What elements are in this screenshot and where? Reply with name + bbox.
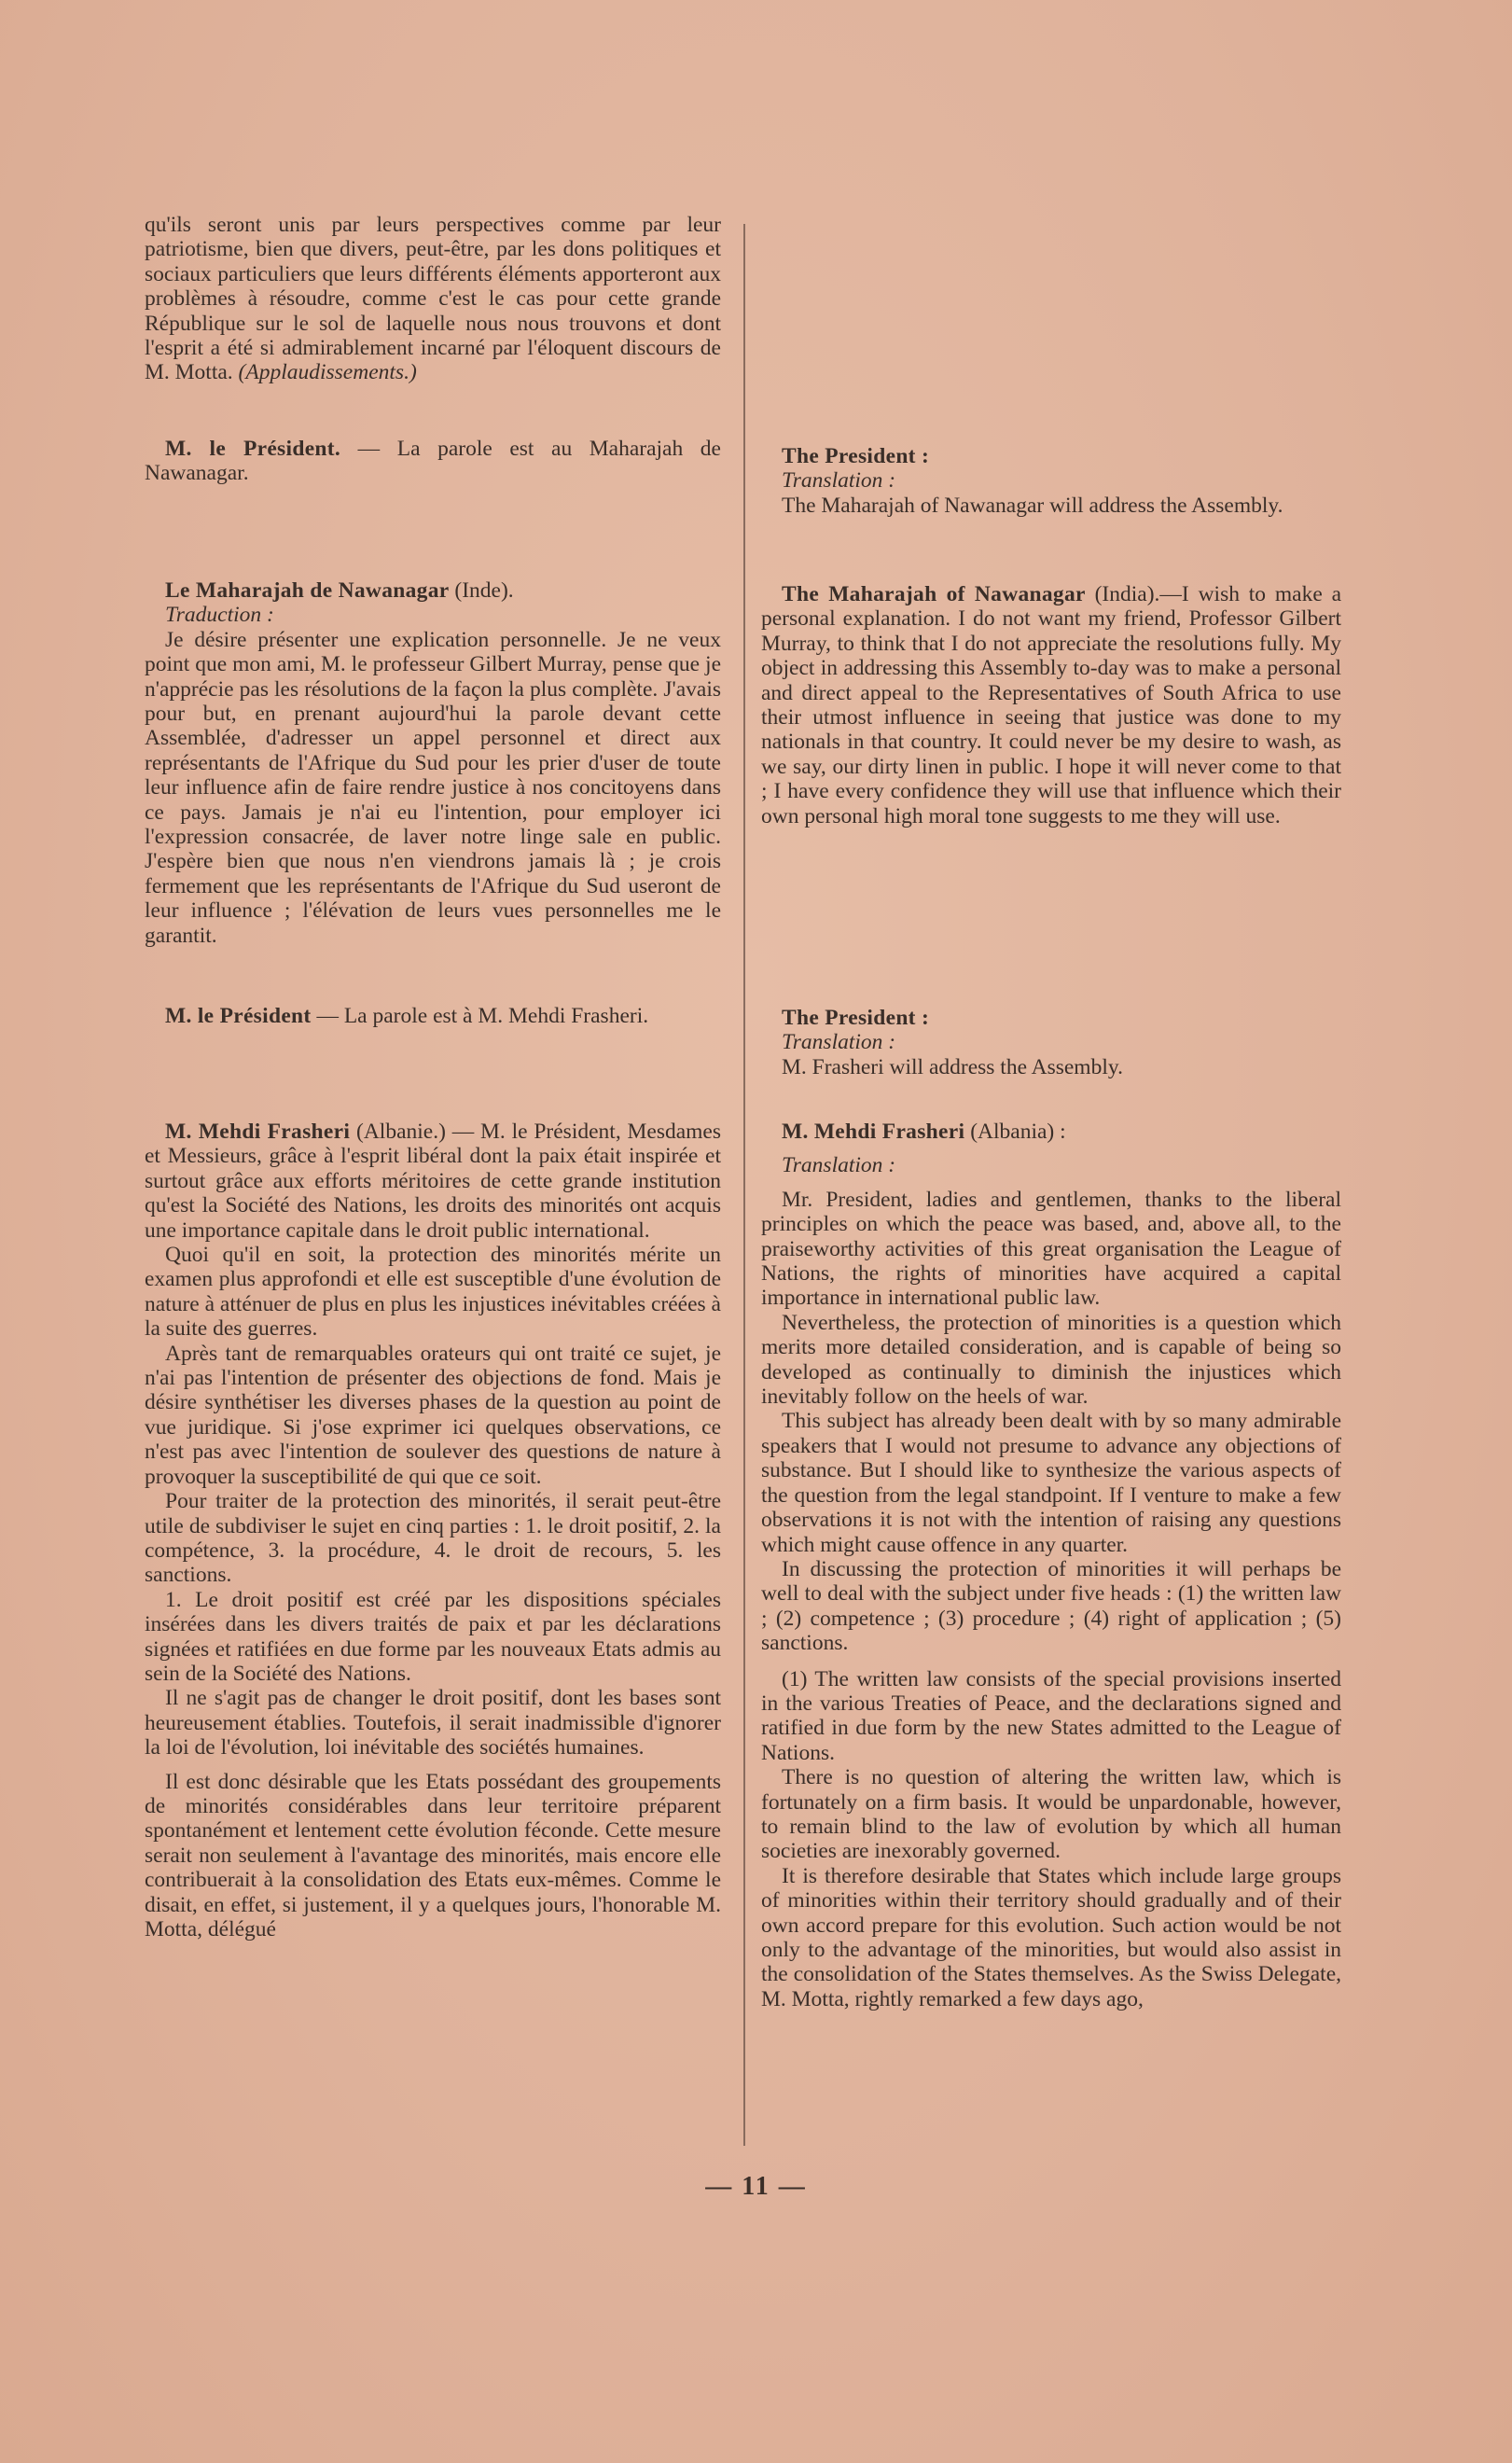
page-number: — 11 — (705, 2172, 807, 2201)
paragraph: Mr. President, ladies and gentlemen, thanks to the liberal principles on which the peace was based, and, above all, to the praiseworthy activities of this great organisation the League of Nations, the rights of minorities have acquired a capital importance in international public law. (761, 1187, 1341, 1311)
frasheri-speech-en (761, 1120, 1341, 2011)
speaker-name: The President : (782, 1006, 930, 1030)
speaker-name: M. Mehdi Frasheri (782, 1120, 965, 1144)
speech-text: (India).—I wish to make a personal explanation. I do not want my friend, Professor Gilbert Murray, to think that I do not appreciate the resolutions fully. My object in addressing this Assembly to-day was to make a personal and direct appeal to the Representatives of South Africa to use their utmost influence in seeing that justice was done to my nationals in that country. It could never be my desire to wash, as we say, our dirty linen in public. I hope it will never come to that ; I have every confidence they will use that influence which their own personal high moral tone suggests to me they will use. (761, 582, 1342, 828)
column-divider (743, 224, 745, 2146)
president-speech-1-en (761, 444, 1341, 518)
speech-text: The Maharajah of Nawanagar will address the Assembly. (782, 493, 1283, 518)
paragraph: Il est donc désirable que les Etats possédant des groupements de minorités considérables dans leur territoire préparent spontanément et lentement cette évolution féconde. Cette mesure serait non seulement à l'avantage des minorités, mais encore elle contribuerait à la consolidation des Etats eux-mêmes. Comme le disait, en effet, si justement, il y a quelques jours, l'honorable M. Motta, délégué (145, 1769, 721, 1941)
paragraph: This subject has already been dealt with by so many admirable speakers that I would not presume to advance any objections of substance. But I should like to synthesize the various aspects of the question from the legal standpoint. If I venture to make a few observations it is not with the intention of raising any questions which might cause offence in any quarter. (761, 1409, 1341, 1557)
speaker-name: M. le Président. (165, 437, 341, 461)
president-speech-2-fr (145, 1004, 721, 1028)
speaker-country: (Albania) : (970, 1120, 1066, 1144)
translation-label: Translation : (782, 1153, 896, 1178)
speaker-name: The Maharajah of Nawanagar (782, 582, 1086, 606)
translation-label: Translation : (782, 468, 896, 494)
traduction-label: Traduction : (165, 603, 274, 628)
speech-text: M. Frasheri will address the Assembly. (782, 1054, 1123, 1079)
translation-label: Translation : (782, 1030, 896, 1055)
paragraph: Quoi qu'il en soit, la protection des minorités mérite un examen plus approfondi et elle est susceptible d'une évolution de nature à atténuer de plus en plus les injustices inévitables créées à la suite des guerres. (145, 1243, 721, 1342)
speaker-name: M. Mehdi Frasheri (165, 1120, 351, 1144)
paragraph: In discussing the protection of minorities it will perhaps be well to deal with the subject under five heads : (1) the written law ; (2) competence ; (3) procedure ; (4) right of application ; (5) sanctions. (761, 1556, 1341, 1656)
intro-paragraph (145, 213, 721, 385)
president-speech-2-en (761, 1006, 1341, 1079)
paragraph: 1. Le droit positif est créé par les dispositions spéciales insérées dans les divers traités de paix et par les déclarations signées et ratifiées en due forme par les nouveaux Etats admis au sein de la Société des Nations. (145, 1587, 721, 1686)
paragraph: Nevertheless, the protection of minorities is a question which merits more detailed consideration, and is capable of being so developed as continually to diminish the injustices which inevitably follow on the heels of war. (761, 1310, 1341, 1410)
speaker-name: The President : (782, 444, 930, 468)
president-speech-1-fr (145, 437, 721, 486)
speaker-country: (Inde). (454, 578, 514, 603)
maharajah-speech-en (761, 582, 1341, 828)
speaker-name: M. le Président (165, 1004, 312, 1028)
paragraph: Il ne s'agit pas de changer le droit positif, dont les bases sont heureusement établies. Toutefois, il serait inadmissible d'ignorer la loi de l'évolution, loi inévitable des sociétés humaines. (145, 1686, 721, 1760)
paragraph: Pour traiter de la protection des minorités, il serait peut-être utile de subdiviser le sujet en cinq parties : 1. le droit positif, 2. la compétence, 3. la procédure, 4. le droit de recours, 5. les sanctions. (145, 1489, 721, 1588)
maharajah-speech-fr (145, 578, 721, 948)
paragraph: Après tant de remarquables orateurs qui ont traité ce sujet, je n'ai pas l'intention de présenter des objections de fond. Mais je désire synthétiser les diverses phases de la question au point de vue juridique. Si j'ose exprimer ici quelques observations, ce n'est pas avec l'intention de soulever des questions de nature à provoquer la susceptibilité de qui que ce soit. (145, 1341, 721, 1489)
paragraph: It is therefore desirable that States which include large groups of minorities within their territory should gradually and of their own accord prepare for this evolution. Such action would be not only to the advantage of the minorities, but would also assist in the consolidation of the States themselves. As the Swiss Delegate, M. Motta, rightly remarked a few days ago, (761, 1863, 1341, 2011)
speech-text: — La parole est au Maharajah de Nawanagar. (145, 437, 721, 486)
frasheri-speech-fr (145, 1120, 721, 1941)
speech-text: — La parole est à M. Mehdi Frasheri. (316, 1004, 649, 1028)
speaker-name: Le Maharajah de Nawanagar (165, 578, 450, 603)
speech-text: Je désire présenter une explication personnelle. Je ne veux point que mon ami, M. le professeur Gilbert Murray, pense que je n'apprécie pas les résolutions de la façon la plus complète. J'avais pour but, en prenant aujourd'hui la parole devant cette Assemblée, d'adresser un appel personnel et direct aux représentants de l'Afrique du Sud pour les prier d'user de toute leur influence afin de faire rendre justice à nos concitoyens dans ce pays. Jamais je n'ai eu l'intention, pour employer ici l'expression consacrée, de laver notre linge sale en public. J'espère bien que nous n'en viendrons jamais là ; je crois fermement que les représentants de l'Afrique du Sud useront de leur influence ; l'élévation de leurs vues personnelles me le garantit. (145, 627, 721, 948)
intro-text: qu'ils seront unis par leurs perspectives comme par leur patriotisme, bien que divers, peut-être, par les dons politiques et sociaux particuliers que leurs différents éléments apporteront aux problèmes à résoudre, comme c'est le cas pour cette grande République sur le sol de laquelle nous nous trouvons et dont l'esprit a été si admirablement incarné par l'éloquent discours de M. Motta. (145, 213, 721, 385)
paragraph: There is no question of altering the written law, which is fortunately on a firm basis. It would be unpardonable, however, to remain blind to the law of evolution by which all human societies are inexorably governed. (761, 1765, 1341, 1864)
applause-note: (Applaudissements.) (238, 360, 417, 385)
speech-text: (Albanie.) — M. le Président, Mesdames et Messieurs, grâce à l'esprit libéral dont la paix était inspirée et surtout grâce aux efforts méritoires de cette grande institution qu'est la Société des Nations, les droits des minorités ont acquis une importance capitale dans le droit public international. (145, 1120, 722, 1243)
paragraph: (1) The written law consists of the special provisions inserted in the various Treaties of Peace, and the declarations signed and ratified in due form by the new States admitted to the League of Nations. (761, 1666, 1341, 1765)
